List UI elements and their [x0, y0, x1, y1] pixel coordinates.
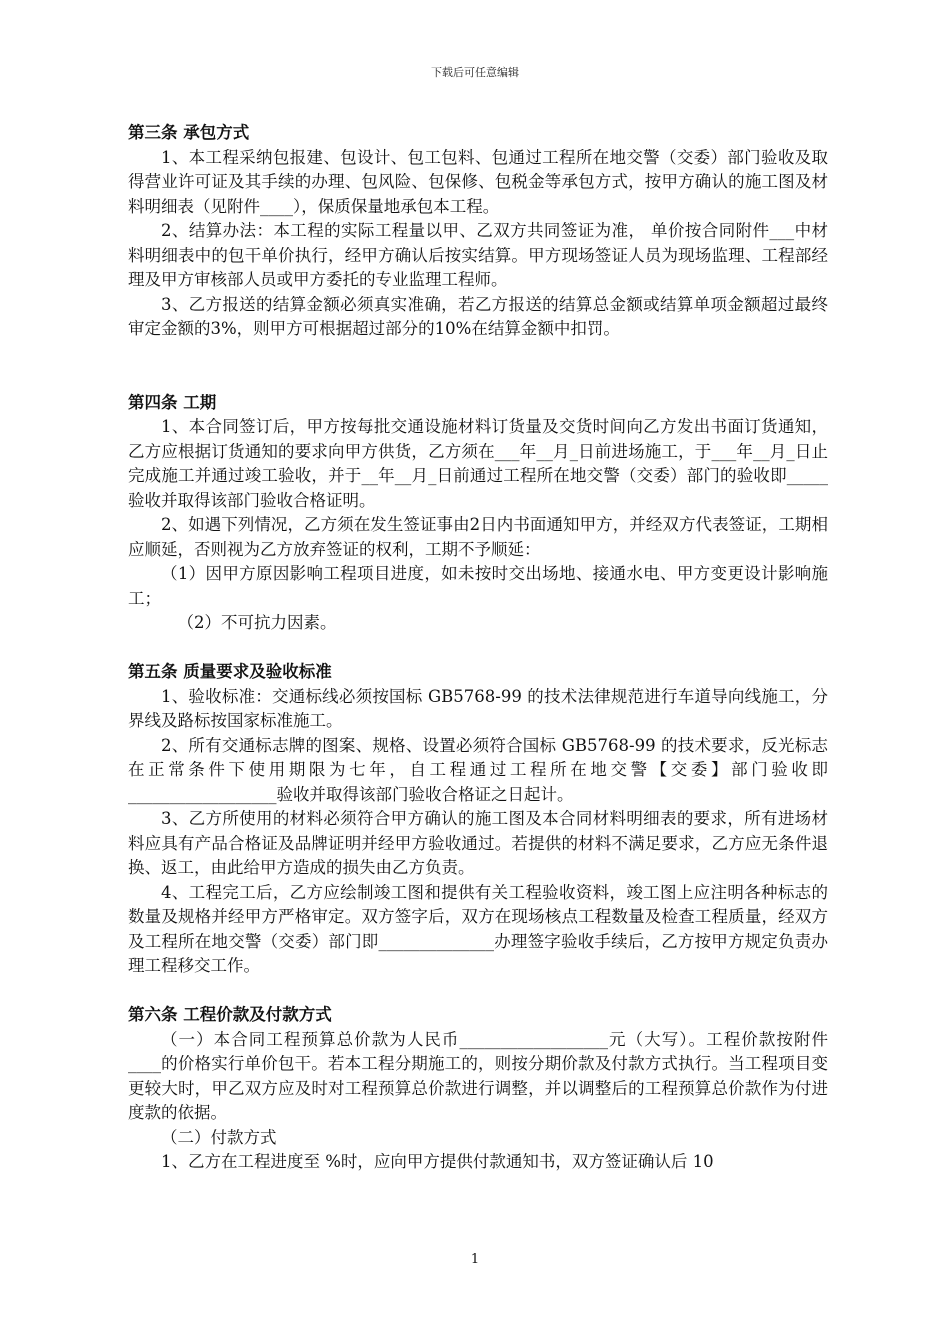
section-4-title: 第四条 工期 [128, 392, 217, 412]
section-6-para-3: 1、乙方在工程进度至 %时，应向甲方提供付款通知书，双方签证确认后 10 [161, 1152, 714, 1171]
section-5-para-4: 4、工程完工后，乙方应绘制竣工图和提供有关工程验收资料，竣工图上应注明各种标志的数量及规格并经甲方严格审定。双方签字后，双方在现场核点工程数量及检查工程质量，经双方及工程所在地交警（交委）部门即______________办理签字验收手续后，乙方按甲方规定负责办理工程移交工作。 [128, 882, 828, 975]
section-5-para-3: 3、乙方所使用的材料必须符合甲方确认的施工图及本合同材料明细表的要求，所有进场材料应具有产品合格证及品牌证明并经甲方验收通过。若提供的材料不满足要求，乙方应无条件退换、返工，由此给甲方造成的损失由乙方负责。 [128, 809, 828, 877]
section-5-title: 第五条 质量要求及验收标准 [128, 662, 332, 681]
section-5-para-2: 2、所有交通标志牌的图案、规格、设置必须符合国标 GB5768-99 的技术要求，反光标志在正常条件下使用期限为七年，自工程通过工程所在地交警【交委】部门验收即__________________验收并取得该部门验收合格证之日起计。 [128, 735, 828, 804]
page-number: 1 [470, 1252, 480, 1267]
section-6-para-1: （一）本合同工程预算总价款为人民币__________________元（大写）。工程价款按附件____的价格实行单价包干。若本工程分期施工的，则按分期价款及付款方式执行。当工程项目变更较大时，甲乙双方应及时对工程预算总价款进行调整，并以调整后的工程预算总价款作为付进度款的依据。 [128, 1029, 828, 1122]
section-3-para-2: 2、结算办法：本工程的实际工程量以甲、乙双方共同签证为准， 单价按合同附件___中材料明细表中的包干单价执行，经甲方确认后按实结算。甲方现场签证人员为现场监理、工程部经理及甲方审核部人员或甲方委托的专业监理工程师。 [128, 221, 828, 289]
section-4-para-2: 2、如遇下列情况，乙方须在发生签证事由2日内书面通知甲方，并经双方代表签证，工期相应顺延，否则视为乙方放弃签证的权利，工期不予顺延： [128, 515, 828, 559]
spacer [128, 342, 828, 391]
spacer [128, 979, 828, 1004]
section-4-para-4: （2）不可抗力因素。 [177, 613, 337, 632]
section-4-para-1: 1、本合同签订后，甲方按每批交通设施材料订货量及交货时间向乙方发出书面订货通知，乙方应根据订货通知的要求向甲方供货，乙方须在___年__月_日前进场施工，于___年__月_日止完成施工并通过竣工验收，并于__年__月_日前通过工程所在地交警（交委）部门的验收即_____验收并取得该部门验收合格证明。 [128, 417, 828, 510]
spacer [128, 636, 828, 661]
section-3-para-3: 3、乙方报送的结算金额必须真实准确，若乙方报送的结算总金额或结算单项金额超过最终审定金额的3%，则甲方可根据超过部分的10%在结算金额中扣罚。 [128, 294, 828, 338]
document-body [128, 121, 828, 1175]
section-3-title: 第三条 承包方式 [128, 123, 250, 142]
section-3-para-1: 1、本工程采纳包报建、包设计、包工包料、包通过工程所在地交警（交委）部门验收及取得营业许可证及其手续的办理、包风险、包保修、包税金等承包方式，按甲方确认的施工图及材料明细表（见附件____），保质保量地承包本工程。 [128, 147, 828, 216]
section-5-para-1: 1、验收标准：交通标线必须按国标 GB5768-99 的技术法律规范进行车道导向线施工，分界线及路标按国家标准施工。 [128, 686, 828, 730]
section-4-para-3: （1）因甲方原因影响工程项目进度，如未按时交出场地、接通水电、甲方变更设计影响施工； [128, 564, 828, 608]
section-6-para-2: （二）付款方式 [161, 1127, 277, 1147]
section-6-title: 第六条 工程价款及付款方式 [128, 1005, 332, 1024]
page-header: 下载后可任意编辑 [431, 66, 519, 79]
